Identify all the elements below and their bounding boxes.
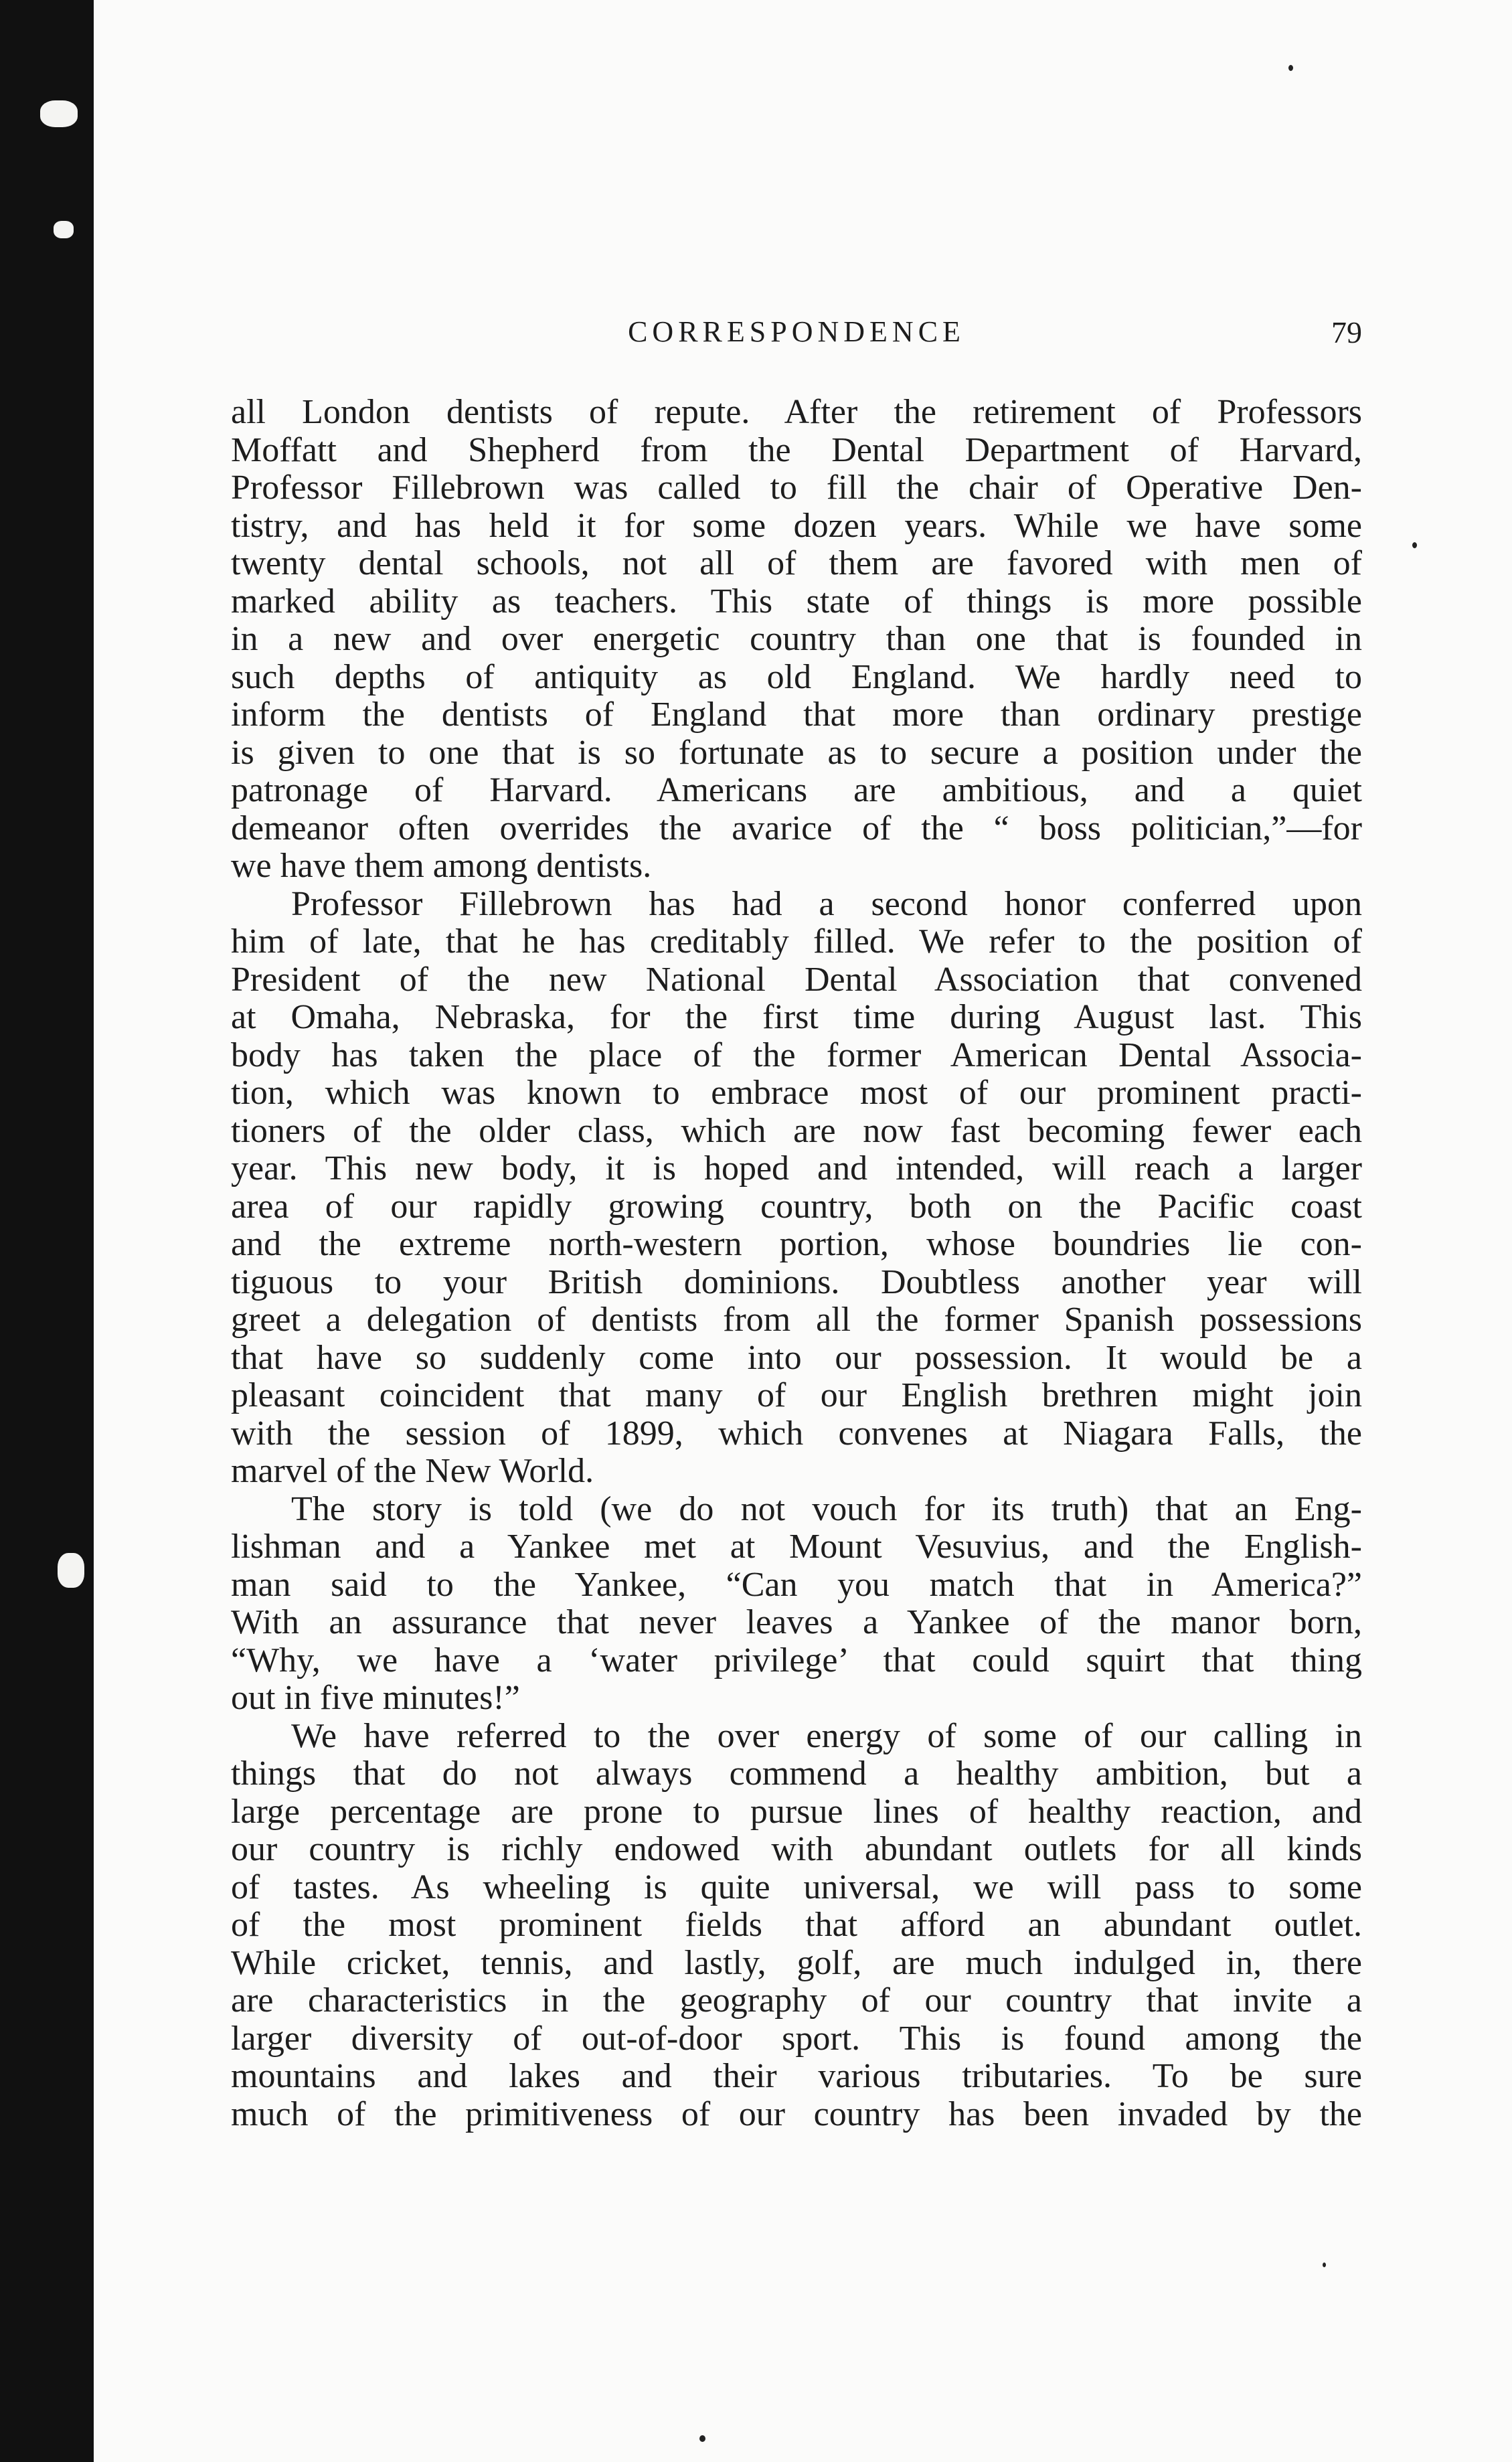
binding-wear-mark	[58, 1553, 84, 1588]
text-line: With an assurance that never leaves a Yankee of the manor born,	[231, 1604, 1362, 1641]
binding-wear-mark	[54, 221, 74, 238]
text-line: Moffatt and Shepherd from the Dental Department of Harvard,	[231, 431, 1362, 469]
paper-speck	[1412, 542, 1417, 548]
text-line: inform the dentists of England that more than ordinary prestige	[231, 696, 1362, 734]
text-line: larger diversity of out-of-door sport. This is found among the	[231, 2020, 1362, 2058]
text-line: tioners of the older class, which are now fast becoming fewer each	[231, 1112, 1362, 1150]
text-line: year. This new body, it is hoped and intended, will reach a larger	[231, 1150, 1362, 1187]
text-line: such depths of antiquity as old England. We hardly need to	[231, 658, 1362, 696]
text-line: Professor Fillebrown was called to fill the chair of Operative Den-	[231, 469, 1362, 507]
body-text	[231, 394, 1362, 2328]
text-line: lishman and a Yankee met at Mount Vesuvius, and the English-	[231, 1528, 1362, 1566]
text-line: large percentage are prone to pursue lines of healthy reaction, and	[231, 1793, 1362, 1831]
text-line: mountains and lakes and their various tributaries. To be sure	[231, 2058, 1362, 2095]
text-line: tiguous to your British dominions. Doubtless another year will	[231, 1263, 1362, 1301]
text-line: marked ability as teachers. This state of things is more possible	[231, 582, 1362, 621]
paragraph	[231, 1491, 1362, 1718]
text-line: marvel of the New World.	[231, 1453, 594, 1490]
paper-speck	[699, 2435, 705, 2442]
text-line: are characteristics in the geography of our country that invite a	[231, 1982, 1362, 2020]
text-line: we have them among dentists.	[231, 847, 652, 885]
text-line: While cricket, tennis, and lastly, golf, are much indulged in, there	[231, 1944, 1362, 1982]
text-line: in a new and over energetic country than one that is founded in	[231, 621, 1362, 658]
text-line: President of the new National Dental Association that convened	[231, 961, 1362, 999]
paragraph	[231, 1718, 1362, 2134]
text-line: and the extreme north-western portion, whose boundries lie con-	[231, 1226, 1362, 1263]
text-line: with the session of 1899, which convenes at Niagara Falls, the	[231, 1414, 1362, 1453]
paragraph	[231, 886, 1362, 1491]
text-line: greet a delegation of dentists from all the former Spanish possessions	[231, 1301, 1362, 1339]
binding-edge-shadow	[0, 0, 94, 2462]
binding-wear-mark	[40, 100, 78, 127]
text-line: at Omaha, Nebraska, for the first time during August last. This	[231, 999, 1362, 1036]
text-line: is given to one that is so fortunate as to secure a position under the	[231, 734, 1362, 772]
text-line: Professor Fillebrown has had a second honor conferred upon	[291, 885, 1362, 923]
paragraph	[231, 394, 1362, 886]
page-number: 79	[1331, 315, 1362, 349]
text-line: pleasant coincident that many of our English brethren might join	[231, 1377, 1362, 1414]
text-line: of the most prominent fields that afford an abundant outlet.	[231, 1906, 1362, 1944]
text-line: tion, which was known to embrace most of our prominent practi-	[231, 1074, 1362, 1112]
page-header	[231, 315, 1362, 357]
text-line: “Why, we have a ‘water privilege’ that could squirt that thing	[231, 1641, 1362, 1679]
text-line: tistry, and has held it for some dozen years. While we have some	[231, 507, 1362, 545]
text-line: of tastes. As wheeling is quite universal, we will pass to some	[231, 1868, 1362, 1906]
text-line: body has taken the place of the former American Dental Associa-	[231, 1036, 1362, 1074]
text-line: twenty dental schools, not all of them are favored with men of	[231, 545, 1362, 582]
text-line: much of the primitiveness of our country has been invaded by the	[231, 2095, 1362, 2133]
text-line: patronage of Harvard. Americans are ambitious, and a quiet	[231, 772, 1362, 809]
text-line: demeanor often overrides the avarice of the “ boss politician,”—for	[231, 809, 1362, 847]
text-line: that have so suddenly come into our possession. It would be a	[231, 1339, 1362, 1377]
text-line: area of our rapidly growing country, both on the Pacific coast	[231, 1187, 1362, 1226]
text-line: things that do not always commend a healthy ambition, but a	[231, 1755, 1362, 1793]
text-line: We have referred to the over energy of some of our calling in	[291, 1717, 1362, 1755]
text-line: him of late, that he has creditably filled. We refer to the position of	[231, 923, 1362, 961]
text-line: our country is richly endowed with abundant outlets for all kinds	[231, 1831, 1362, 1868]
text-line: The story is told (we do not vouch for its truth) that an Eng-	[291, 1490, 1362, 1528]
paper-speck	[1288, 65, 1293, 71]
text-line: out in five minutes!”	[231, 1679, 520, 1717]
text-line: man said to the Yankee, “Can you match that in America?”	[231, 1566, 1362, 1604]
running-head: CORRESPONDENCE	[628, 315, 965, 348]
text-line: all London dentists of repute. After the retirement of Professors	[231, 394, 1362, 431]
